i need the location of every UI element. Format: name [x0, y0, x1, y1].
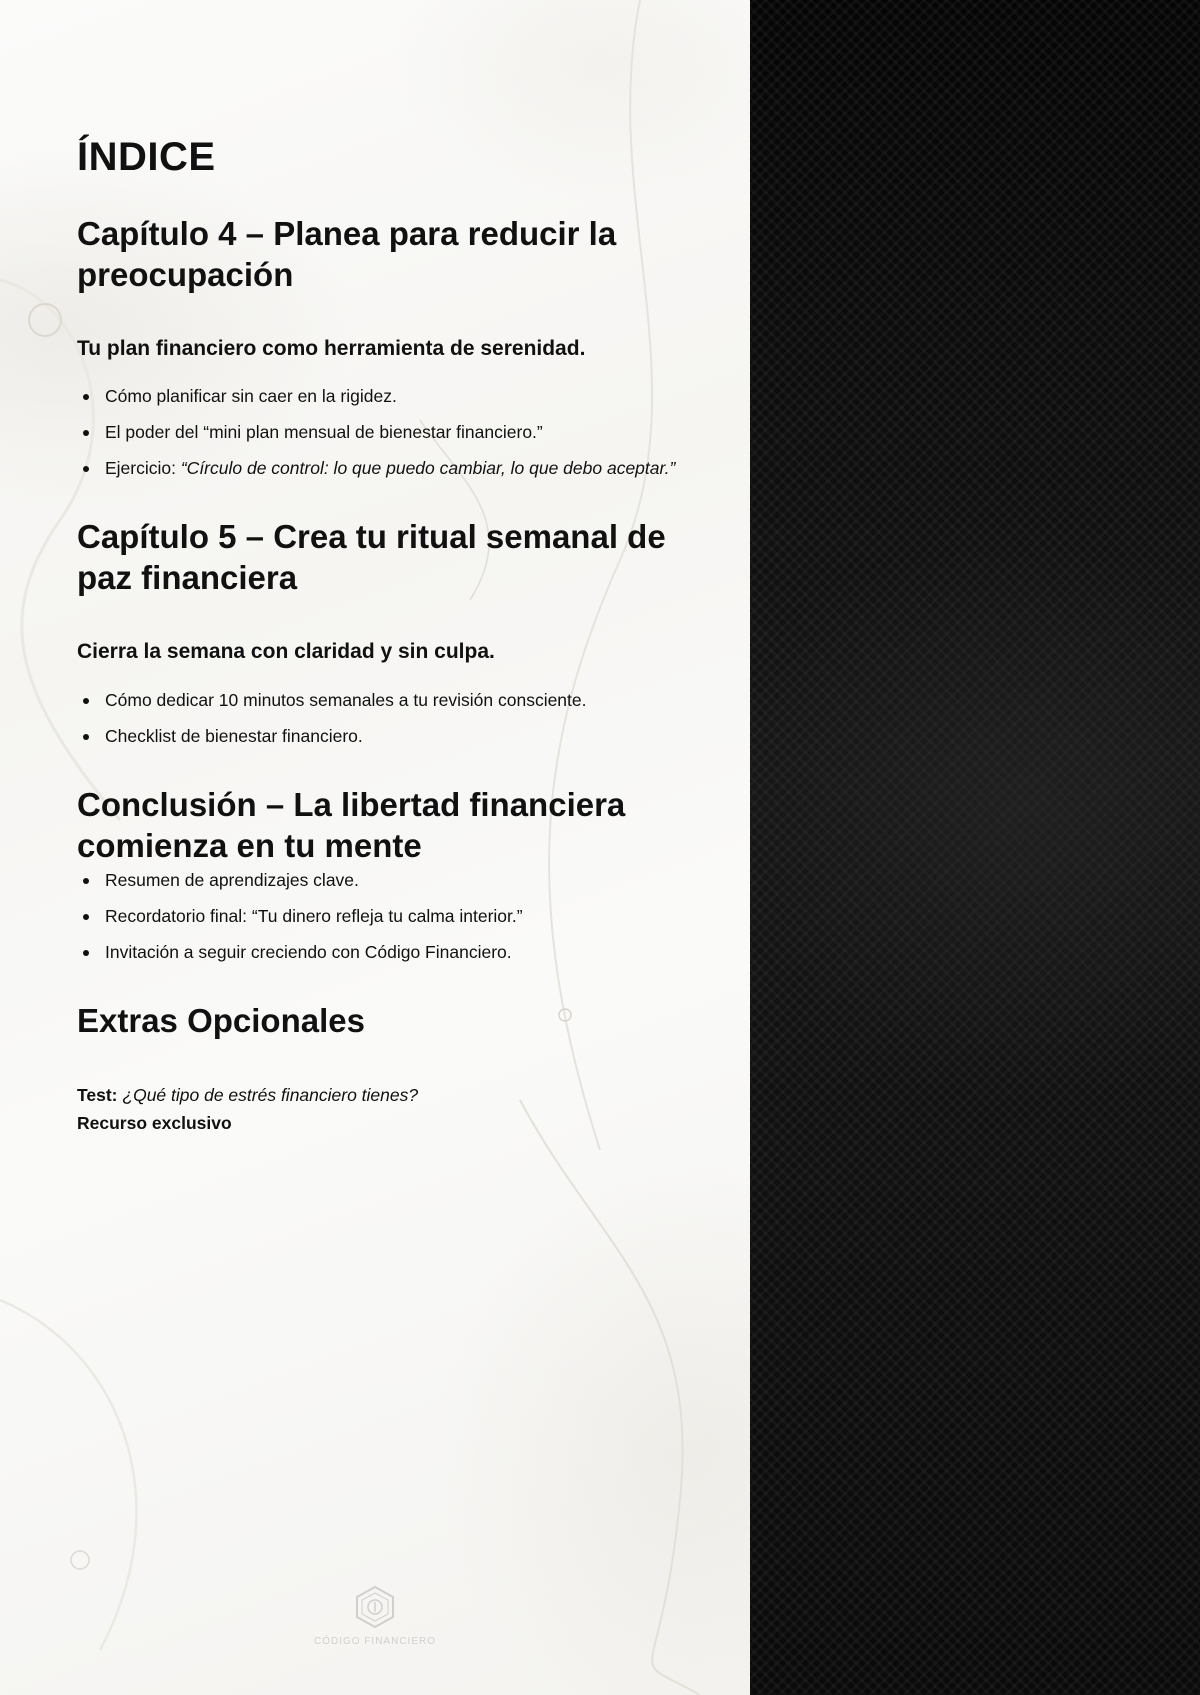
chapter-4-section [77, 213, 677, 482]
chapter-5-list [77, 686, 677, 750]
chapter-5-title: Capítulo 5 – Crea tu ritual semanal de paz financiera [77, 518, 666, 597]
chapter-4-title: Capítulo 4 – Planea para reducir la preocupación [77, 215, 617, 293]
test-label: Test: [77, 1084, 118, 1105]
chapter-5-subtitle: Cierra la semana con claridad y sin culpa. [77, 640, 495, 664]
list-item: Cómo dedicar 10 minutos semanales a tu revisión consciente. [105, 686, 677, 714]
conclusion-section [77, 784, 677, 966]
brand-logo [300, 1585, 450, 1647]
chapter-4-list [77, 382, 677, 482]
test-text: ¿Qué tipo de estrés financiero tienes? [122, 1084, 419, 1105]
brand-logo-text: CÓDIGO FINANCIERO [313, 1636, 436, 1647]
extras-title: Extras Opcionales [77, 1001, 365, 1039]
extras-resource: Recurso exclusivo [77, 1112, 232, 1133]
conclusion-list [77, 866, 677, 966]
cf-monogram-hexagon-icon [353, 1585, 397, 1629]
conclusion-title: Conclusión – La libertad financiera comienza en tu mente [77, 785, 626, 864]
index-content [77, 135, 677, 1137]
exercise-label: Ejercicio: [105, 458, 181, 479]
list-item: Resumen de aprendizajes clave. [105, 866, 677, 894]
list-item: Checklist de bienestar financiero. [105, 722, 677, 750]
extras-test-line [77, 1081, 677, 1109]
chapter-4-subtitle: Tu plan financiero como herramienta de serenidad. [77, 337, 586, 360]
chapter-5-section [77, 516, 677, 749]
list-item: Cómo planificar sin caer en la rigidez. [105, 382, 677, 410]
dark-texture-panel [750, 0, 1200, 1695]
extras-section [77, 1000, 677, 1137]
page-title: ÍNDICE [77, 135, 216, 179]
list-item: Invitación a seguir creciendo con Código Financiero. [105, 938, 677, 966]
exercise-text: “Círculo de control: lo que puedo cambiar, lo que debo aceptar.” [180, 458, 676, 479]
list-item-exercise [105, 454, 677, 482]
list-item: El poder del “mini plan mensual de bienestar financiero.” [105, 418, 677, 446]
list-item: Recordatorio final: “Tu dinero refleja tu calma interior.” [105, 902, 677, 930]
